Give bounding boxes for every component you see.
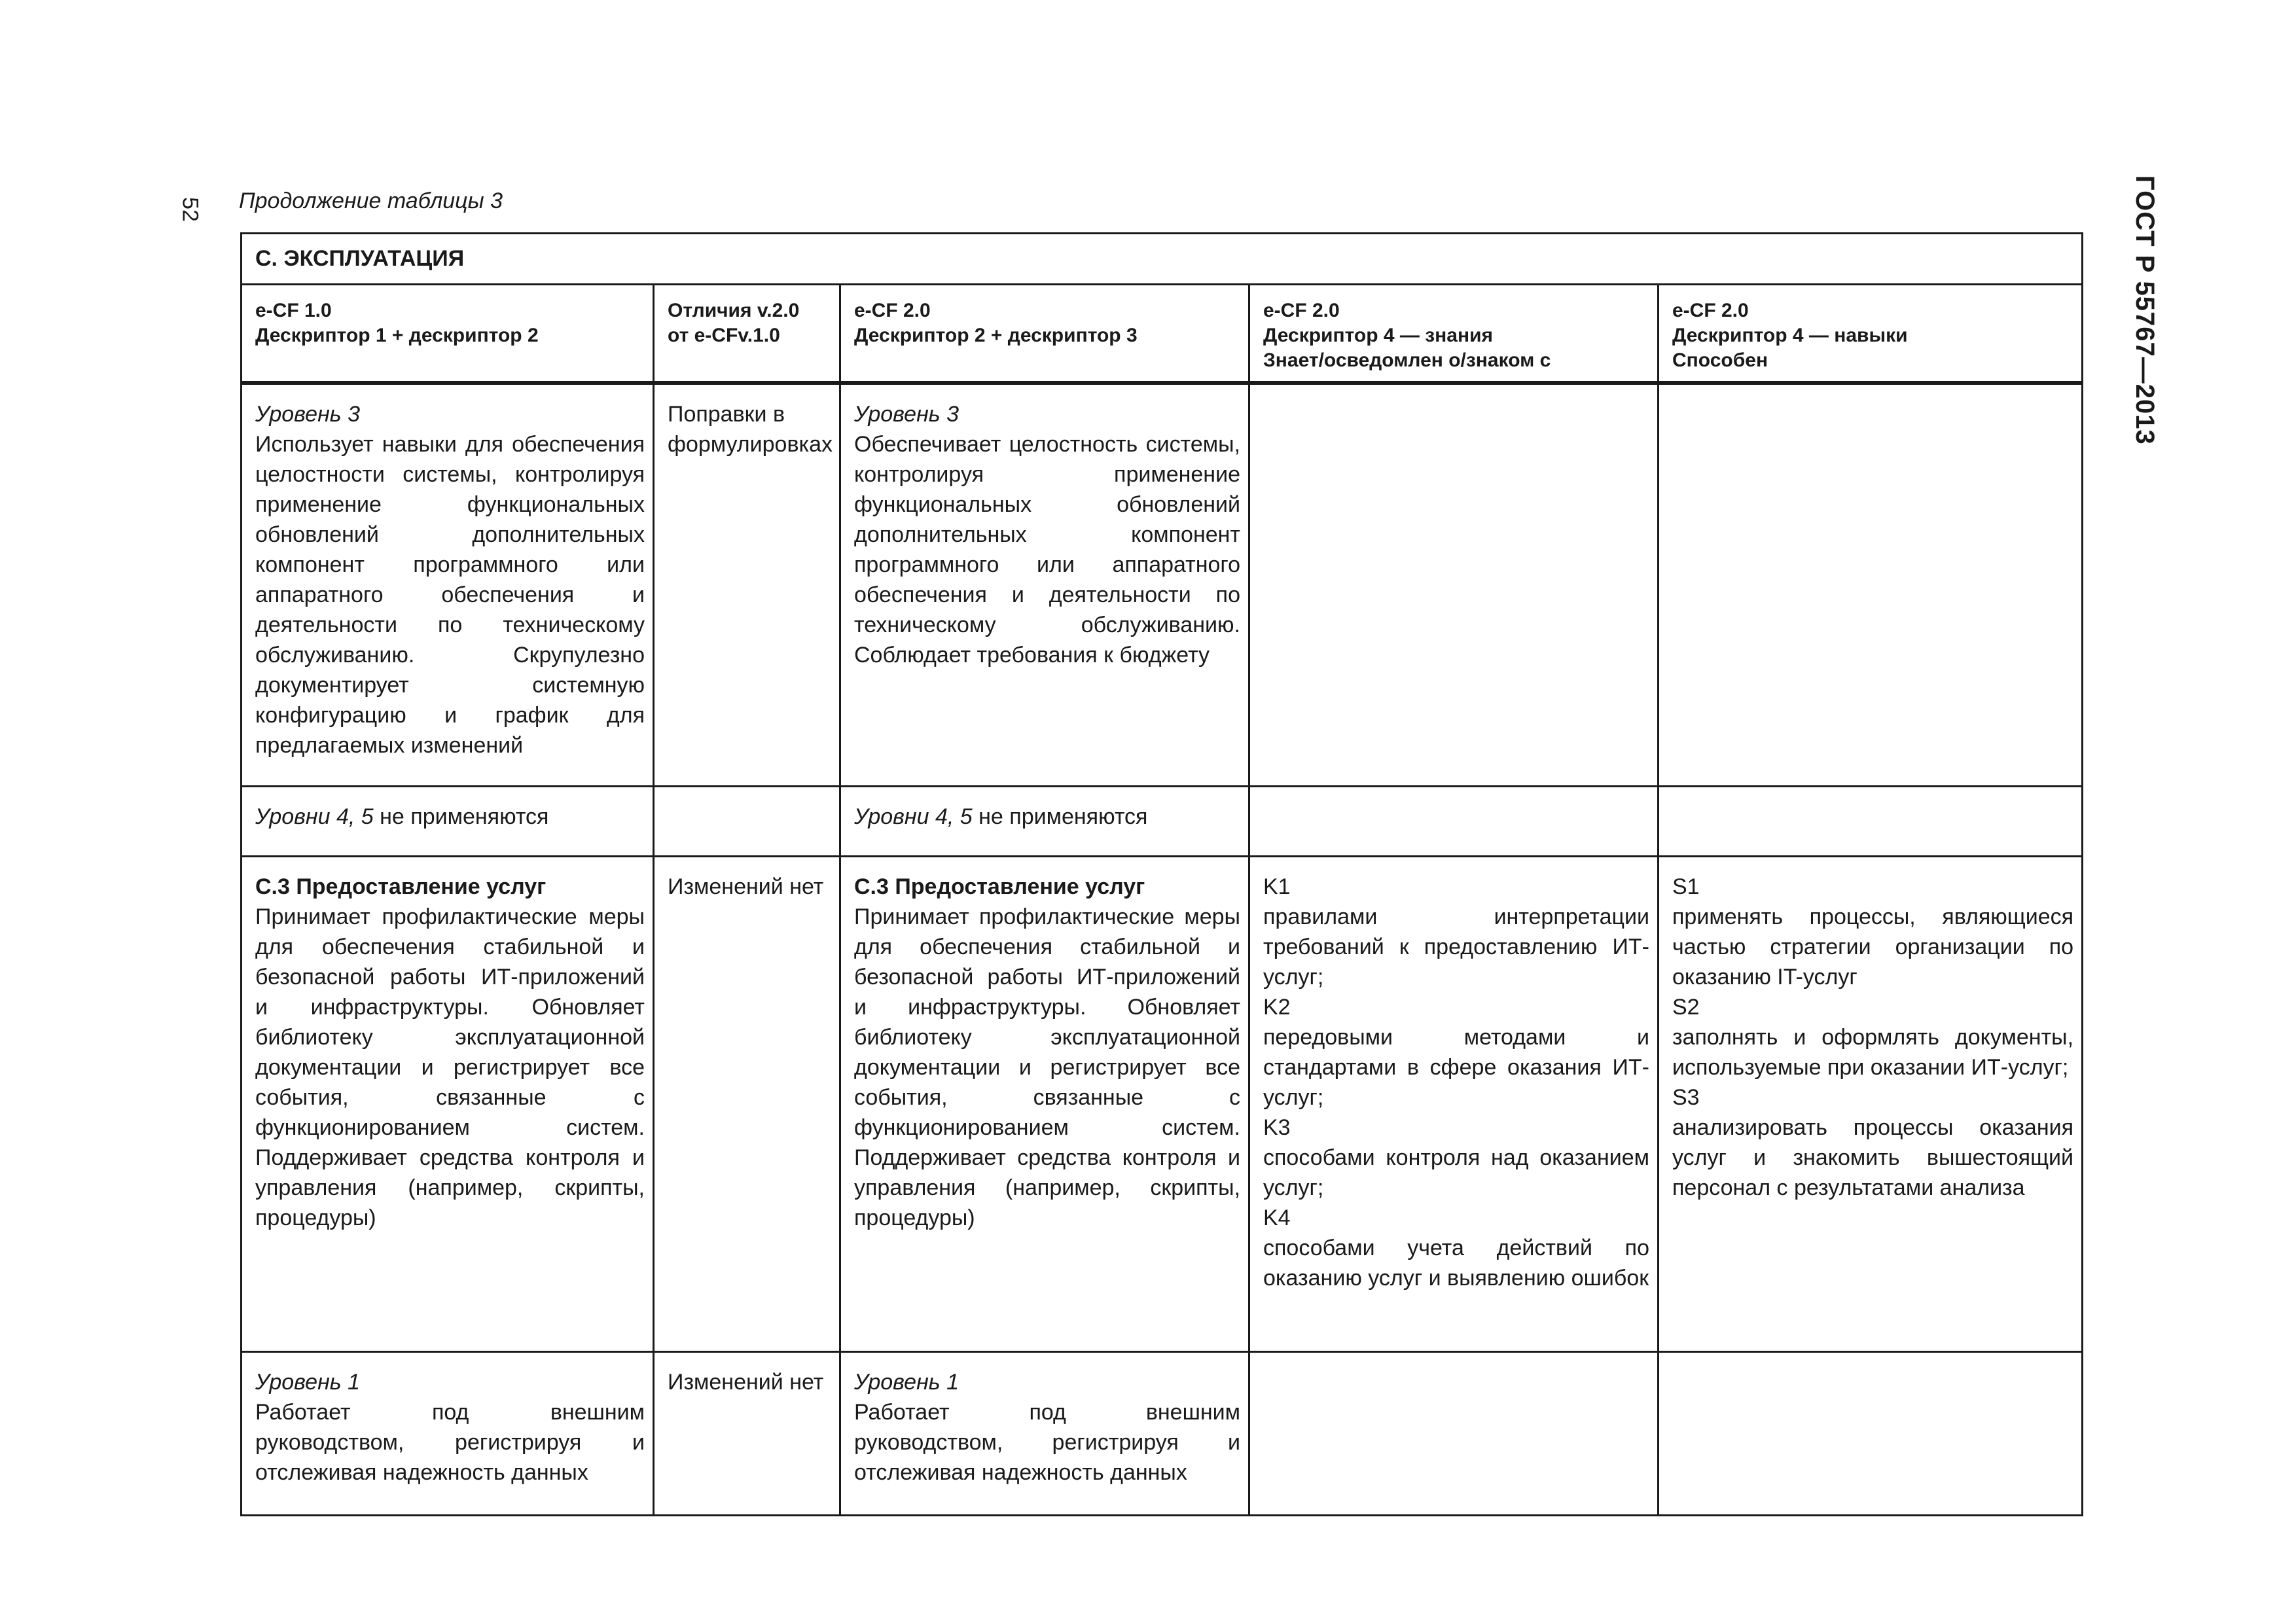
cell-ecf1: [242, 1352, 654, 1516]
cell-skills: [1659, 787, 2083, 857]
header-line: Знает/осведомлен о/знаком с: [1263, 349, 1551, 371]
knowledge-text: способами контроля над оказанием услуг;: [1263, 1145, 1649, 1200]
level-label: Уровень 1: [854, 1370, 960, 1395]
skill-text: применять процессы, являющиеся частью стратегии организации по оказанию IT-услуг: [1672, 904, 2074, 990]
cell-skills: [1659, 857, 2083, 1352]
table-row: [242, 1352, 2083, 1516]
cell-ecf2: [840, 383, 1249, 787]
cell-ecf2: [840, 1352, 1249, 1516]
header-line: Способен: [1672, 349, 1768, 371]
page-number: 52: [177, 197, 203, 222]
cell-text: Обеспечивает целостность системы, контролируя применение функциональных обновлений дополнительных компонент программного или аппаратного обеспечения и деятельности по техническому обслуживанию. Соблюдает требования к бюджету: [854, 431, 1240, 668]
header-line: Дескриптор 4 — знания: [1263, 325, 1494, 346]
level-label: Уровень 3: [255, 401, 361, 427]
cell-ecf1: [242, 383, 654, 787]
cell-knowledge: [1249, 857, 1659, 1352]
header-line: Дескриптор 1 + дескриптор 2: [255, 325, 539, 346]
levels-note: не применяются: [972, 804, 1148, 829]
skill-text: анализировать процессы оказания услуг и знакомить вышестоящий персонал с результатами анализа: [1672, 1115, 2074, 1200]
cell-knowledge: [1249, 383, 1659, 787]
cell-knowledge: [1249, 1352, 1659, 1516]
knowledge-code: K1: [1263, 874, 1291, 899]
column-header-ecf2-descriptors: [840, 285, 1249, 383]
cell-differences: Изменений нет: [654, 857, 840, 1352]
level-label: Уровень 1: [255, 1370, 361, 1395]
cell-ecf1: [242, 787, 654, 857]
cell-ecf1: [242, 857, 654, 1352]
standard-code: ГОСТ Р 55767—2013: [2130, 175, 2159, 445]
knowledge-code: K3: [1263, 1115, 1291, 1140]
header-line: Дескриптор 4 — навыки: [1672, 325, 1908, 346]
competence-title: С.3 Предоставление услуг: [255, 874, 547, 899]
header-row: [242, 285, 2083, 383]
column-header-ecf2-skills: [1659, 285, 2083, 383]
column-header-ecf1: [242, 285, 654, 383]
column-header-ecf2-knowledge: [1249, 285, 1659, 383]
header-line: e-CF 1.0: [255, 300, 332, 321]
levels-label: Уровни 4, 5: [854, 804, 973, 829]
cell-text: Принимает профилактические меры для обеспечения стабильной и безопасной работы ИТ-приложений и инфраструктуры. Обновляет библиотеку эксплуатационной документации и регистрирует все события, связанные с функционированием систем. Поддерживает средства контроля и управления (например, скрипты, процедуры): [255, 904, 645, 1230]
cell-ecf2: [840, 857, 1249, 1352]
skill-text: заполнять и оформлять документы, используемые при оказании ИТ-услуг;: [1672, 1025, 2074, 1080]
header-line: e-CF 2.0: [1263, 300, 1340, 321]
table-row: [242, 383, 2083, 787]
cell-skills: [1659, 383, 2083, 787]
level-label: Уровень 3: [854, 401, 960, 427]
cell-ecf2: [840, 787, 1249, 857]
cell-text: Работает под внешним руководством, регистрируя и отслеживая надежность данных: [255, 1400, 645, 1485]
header-line: e-CF 2.0: [1672, 300, 1749, 321]
cell-differences: Изменений нет: [654, 1352, 840, 1516]
cell-differences: [654, 787, 840, 857]
skill-code: S2: [1672, 995, 1700, 1020]
skill-code: S1: [1672, 874, 1700, 899]
table-row: [242, 787, 2083, 857]
table-continuation-caption: Продолжение таблицы 3: [239, 188, 503, 213]
header-line: e-CF 2.0: [854, 300, 931, 321]
cell-knowledge: [1249, 787, 1659, 857]
cell-text: Принимает профилактические меры для обеспечения стабильной и безопасной работы ИТ-приложений и инфраструктуры. Обновляет библиотеку эксплуатационной документации и регистрирует все события, связанные с функционированием систем. Поддерживает средства контроля и управления (например, скрипты, процедуры): [854, 904, 1240, 1230]
knowledge-text: передовыми методами и стандартами в сфере оказания ИТ-услуг;: [1263, 1025, 1649, 1110]
skill-code: S3: [1672, 1085, 1700, 1110]
section-title: С. ЭКСПЛУАТАЦИЯ: [242, 234, 2083, 285]
knowledge-code: K4: [1263, 1205, 1291, 1230]
knowledge-text: способами учета действий по оказанию услуг и выявлению ошибок: [1263, 1236, 1649, 1291]
header-line: Дескриптор 2 + дескриптор 3: [854, 325, 1138, 346]
knowledge-text: правилами интерпретации требований к предоставлению ИТ-услуг;: [1263, 904, 1649, 990]
table-row: [242, 857, 2083, 1352]
header-line: от e-CFv.1.0: [668, 325, 780, 346]
column-header-differences: [654, 285, 840, 383]
cell-text: Работает под внешним руководством, регистрируя и отслеживая надежность данных: [854, 1400, 1240, 1485]
levels-label: Уровни 4, 5: [255, 804, 374, 829]
levels-note: не применяются: [373, 804, 549, 829]
competence-table: [240, 232, 2081, 1516]
cell-text: Использует навыки для обеспечения целостности системы, контролируя применение функциональных обновлений дополнительных компонент программного или аппаратного обеспечения и деятельности по техническому обслуживанию. Скрупулезно документирует системную конфигурацию и график для предлагаемых изменений: [255, 431, 645, 758]
cell-differences: Поправки в формулировках: [654, 383, 840, 787]
header-line: Отличия v.2.0: [668, 300, 800, 321]
competence-title: С.3 Предоставление услуг: [854, 874, 1145, 899]
knowledge-code: K2: [1263, 995, 1291, 1020]
cell-skills: [1659, 1352, 2083, 1516]
